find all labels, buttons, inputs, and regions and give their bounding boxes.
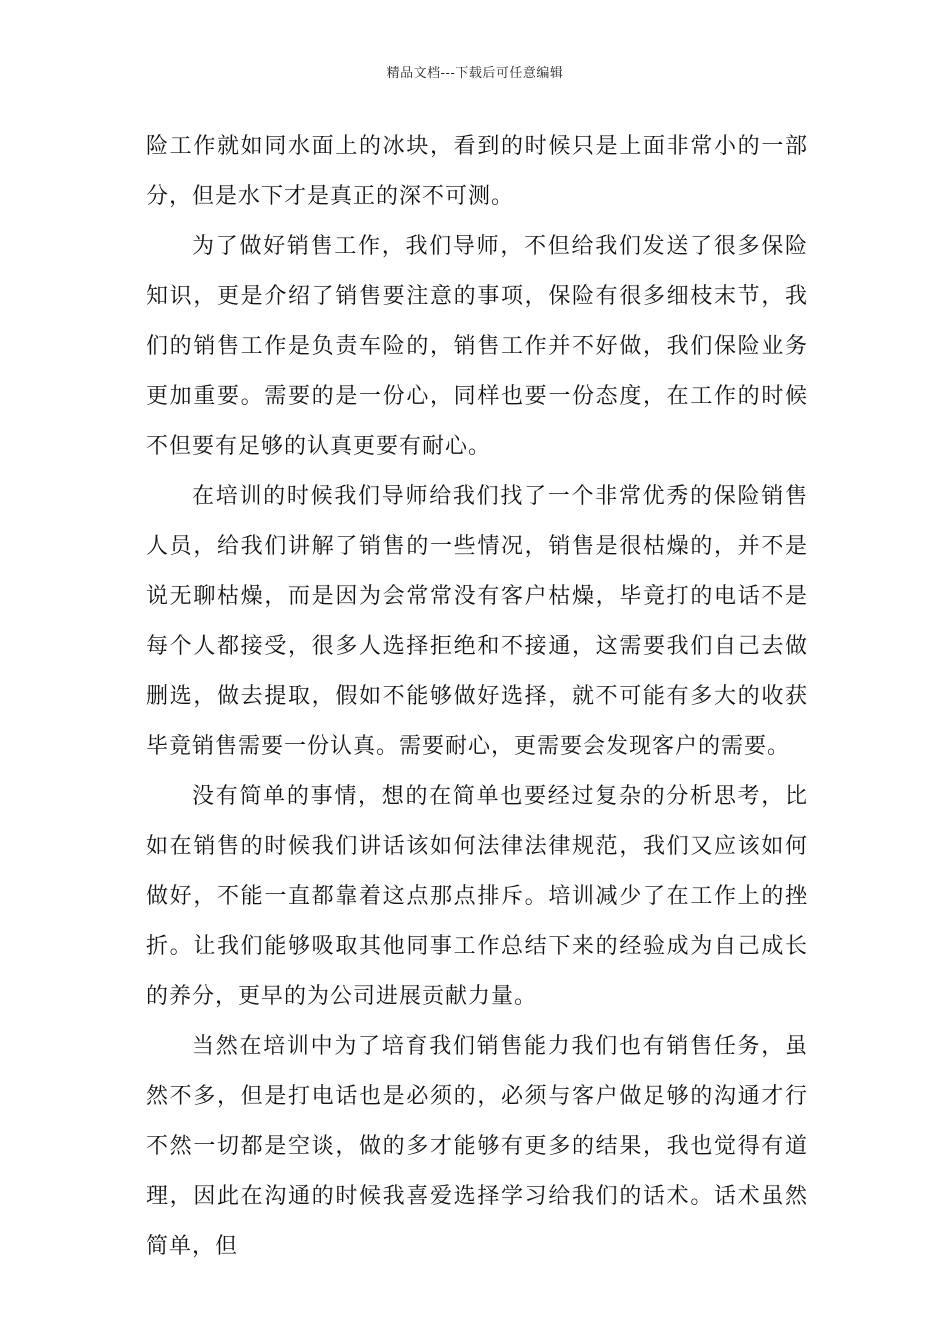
paragraph-1: 险工作就如同水面上的冰块，看到的时候只是上面非常小的一部分，但是水下才是真正的深不可测。 [146,134,808,209]
paragraph-2: 为了做好销售工作，我们导师，不但给我们发送了很多保险知识，更是介绍了销售要注意的事项，保险有很多细枝末节，我们的销售工作是负责车险的，销售工作并不好做，我们保险业务更加重要。需要的是一份心，同样也要一份态度，在工作的时候不但要有足够的认真更要有耐心。 [146,234,808,459]
paragraph-3: 在培训的时候我们导师给我们找了一个非常优秀的保险销售人员，给我们讲解了销售的一些情况，销售是很枯燥的，并不是说无聊枯燥，而是因为会常常没有客户枯燥，毕竟打的电话不是每个人都接受，很多人选择拒绝和不接通，这需要我们自己去做删选，做去提取，假如不能够做好选择，就不可能有多大的收获毕竟销售需要一份认真。需要耐心，更需要会发现客户的需要。 [146,484,808,759]
document-body [146,122,808,1272]
paragraph-4: 没有简单的事情，想的在简单也要经过复杂的分析思考，比如在销售的时候我们讲话该如何法律法律规范，我们又应该如何做好，不能一直都靠着这点那点排斥。培训减少了在工作上的挫折。让我们能够吸取其他同事工作总结下来的经验成为自己成长的养分，更早的为公司进展贡献力量。 [146,784,808,1009]
paragraph-5: 当然在培训中为了培育我们销售能力我们也有销售任务，虽然不多，但是打电话也是必须的，必须与客户做足够的沟通才行不然一切都是空谈，做的多才能够有更多的结果，我也觉得有道理，因此在沟通的时候我喜爱选择学习给我们的话术。话术虽然简单，但 [146,1034,808,1259]
page-header: 精品文档---下载后可任意编辑 [386,66,564,81]
